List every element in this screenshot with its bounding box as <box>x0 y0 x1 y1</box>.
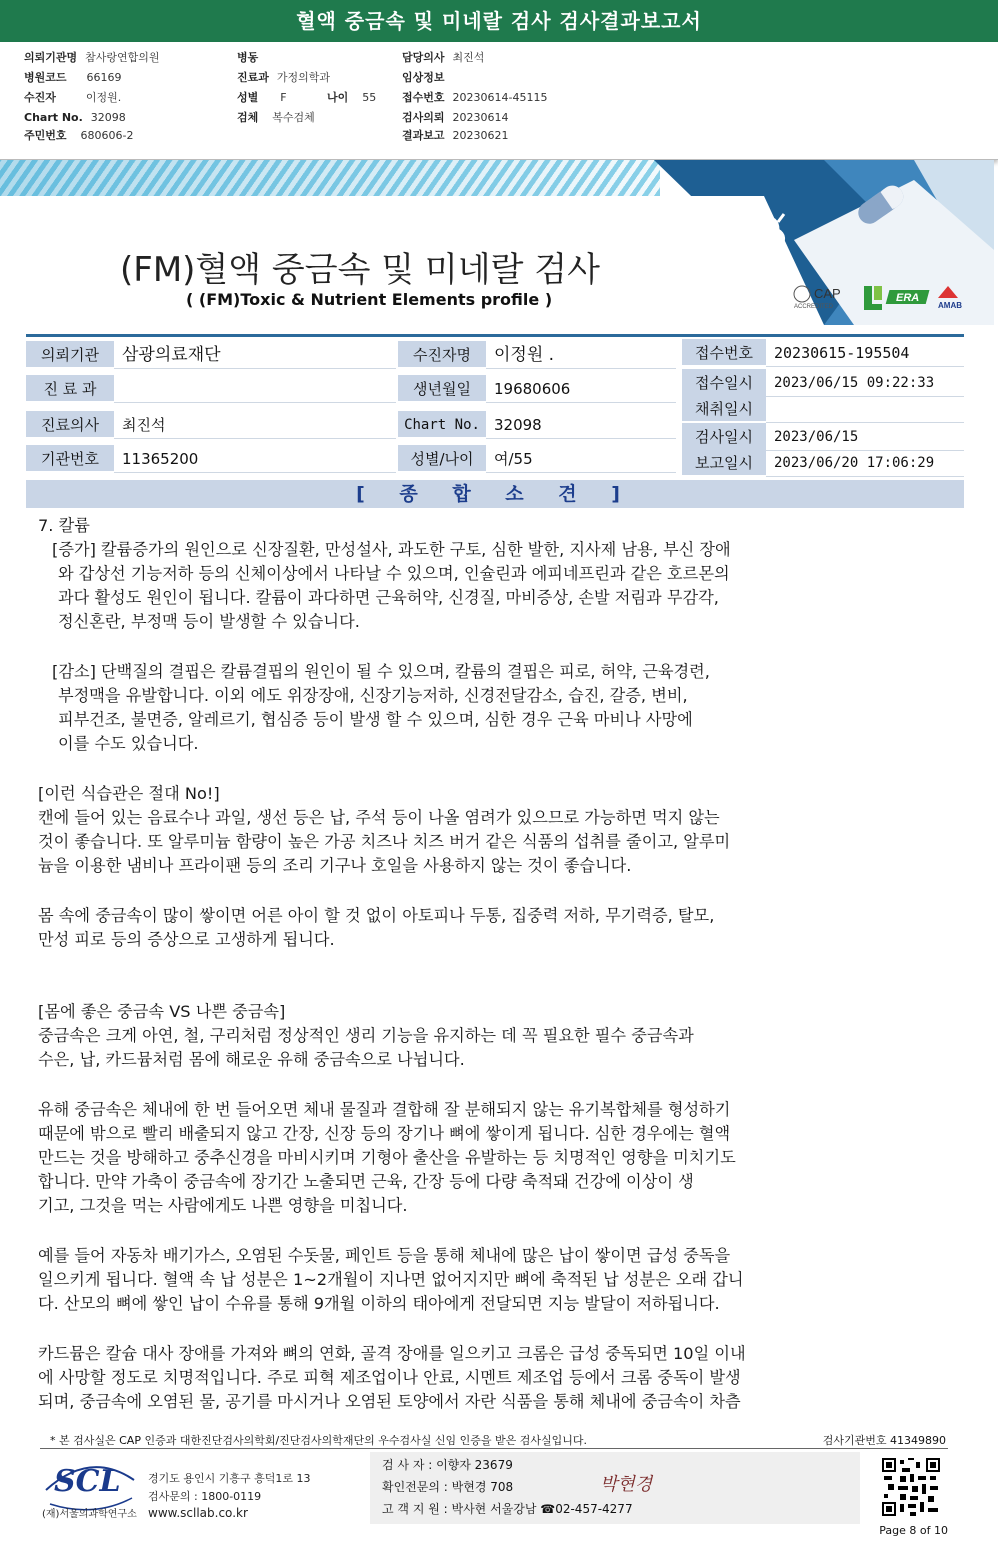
report-dt-value: 2023/06/20 17:06:29 <box>766 449 964 477</box>
footer-divider <box>40 1448 948 1449</box>
receipt-value: 20230615-195504 <box>766 339 964 367</box>
text-line: 때문에 밖으로 빨리 배출되지 않고 간장, 신장 등의 장기나 뼈에 쌓이게 됩니다. 심한 경우에는 혈액 <box>38 1124 731 1143</box>
dept-value <box>114 375 396 403</box>
specimen-field: 검체 복수검체 <box>237 111 315 124</box>
sex-field: 성별 F <box>237 91 287 104</box>
text-line: [증가] 칼륨증가의 원인으로 신장질환, 만성설사, 과도한 구토, 심한 발한, 지사제 남용, 부신 장애 <box>52 540 731 559</box>
section-heading-metals: [몸에 좋은 중금속 VS 나쁜 중금속] <box>38 1002 286 1021</box>
receipt-dt-value: 2023/06/15 09:22:33 <box>766 369 964 397</box>
lab-address: 경기도 용인시 기흥구 흥덕1로 13 <box>148 1472 311 1485</box>
section-heading-diet: [이런 식습관은 절대 No!] <box>38 784 220 803</box>
lab-institute-name: (재)서울의과학연구소 <box>42 1509 137 1520</box>
ward-field: 병동 <box>237 51 259 64</box>
text-line: 카드뮴은 칼슘 대사 장애를 가져와 뼈의 연화, 골격 장애를 일으키고 크롬은 급성 중독되면 10일 이내 <box>38 1344 746 1363</box>
id-field: 주민번호 680606-2 <box>24 129 134 142</box>
text-line: 늄을 이용한 냄비나 프라이팬 등의 조리 기구나 호일을 사용하지 않는 것이 좋습니다. <box>38 856 632 875</box>
page-number: Page 8 of 10 <box>879 1524 948 1537</box>
text-line: 부정맥을 유발합니다. 이외 에도 위장장애, 신장기능저하, 신경전달감소, 습진, 갈증, 변비, <box>58 686 688 705</box>
org-label: 의뢰기관 <box>26 341 114 369</box>
banner-title: (FM)혈액 중금속 및 미네랄 검사 <box>120 250 600 290</box>
chart-field: Chart No. 32098 <box>24 111 126 124</box>
specialist-signature: 박현경 <box>600 1474 653 1495</box>
text-line: 만드는 것을 방해하고 중추신경을 마비시키며 기형아 출산을 유발하는 등 치명적인 영향을 미치기도 <box>38 1148 736 1167</box>
text-line: 기고, 그것을 먹는 사람에게도 나쁜 영향을 미칩니다. <box>38 1196 408 1215</box>
specialist-line: 확인전문의 : 박현경 708 <box>382 1480 514 1494</box>
text-line: 다. 산모의 뼈에 쌓인 납이 수유를 통해 9개월 이하의 태아에게 전달되면 지능 발달이 저하됩니다. <box>38 1294 720 1313</box>
collect-label: 채취일시 <box>682 395 766 423</box>
text-line: 되며, 중금속에 오염된 물, 공기를 마시거나 오염된 토양에서 자란 식품을 통해 체내에 중금속이 차츰 <box>38 1392 741 1411</box>
text-line: 합니다. 만약 가축이 중금속에 장기간 노출되면 근육, 간장 등에 다량 축적돼 건강에 이상이 생 <box>38 1172 694 1191</box>
sexage-value: 여/55 <box>486 445 676 473</box>
doctor-label: 진료의사 <box>26 411 114 439</box>
doctor-value: 최진석 <box>114 411 396 439</box>
hosp-code-field: 병원코드 66169 <box>24 71 122 84</box>
patient-field: 수진자 이정원. <box>24 91 122 104</box>
text-line: [감소] 단백질의 결핍은 칼륨결핍의 원인이 될 수 있으며, 칼륨의 결핍은 피로, 허약, 근육경련, <box>52 662 710 681</box>
text-line: 수은, 납, 카드뮴처럼 몸에 해로운 유해 중금속으로 나뉩니다. <box>38 1050 465 1069</box>
age-field: 나이 55 <box>327 91 377 104</box>
summary-heading: [ 종 합 소 견 ] <box>26 480 964 508</box>
svg-text:CAP: CAP <box>814 286 841 301</box>
text-line: 것이 좋습니다. 또 알루미늄 함량이 높은 가공 치즈나 치즈 버거 같은 식품의 섭취를 줄이고, 알루미 <box>38 832 731 851</box>
doctor-field: 담당의사 최진석 <box>402 51 485 64</box>
text-line: 에 사망할 정도로 치명적입니다. 주로 피혁 제조업이나 안료, 시멘트 제조업 등에서 크롬 중독이 발생 <box>38 1368 741 1387</box>
collect-value <box>766 395 964 423</box>
text-line: 이를 수도 있습니다. <box>58 734 199 753</box>
tester-line: 검 사 자 : 이향자 23679 <box>382 1458 513 1472</box>
text-line: 정신혼란, 부정맥 등이 발생할 수 있습니다. <box>58 612 360 631</box>
header-info-panel <box>0 42 998 160</box>
clinical-field: 임상정보 <box>402 71 445 84</box>
text-line: 캔에 들어 있는 음료수나 과일, 생선 등은 납, 주석 등이 나올 염려가 있으므로 가능하면 먹지 않는 <box>38 808 720 827</box>
era-logo <box>886 290 930 304</box>
test-dt-label: 검사일시 <box>682 423 766 451</box>
chart-value: 32098 <box>486 411 676 439</box>
test-dt-value: 2023/06/15 <box>766 423 964 451</box>
inst-label: 기관번호 <box>26 445 114 473</box>
text-line: 몸 속에 중금속이 많이 쌓이면 어른 아이 할 것 없이 아토피나 두통, 집중력 저하, 무기력증, 탈모, <box>38 906 715 925</box>
text-line: 와 갑상선 기능저하 등의 신체이상에서 나타날 수 있으며, 인슐린과 에피네프린과 같은 호르몬의 <box>58 564 730 583</box>
svg-text:ERA: ERA <box>896 292 920 304</box>
report-dt-label: 보고일시 <box>682 449 766 477</box>
chart-label: Chart No. <box>398 411 486 439</box>
dept-field: 진료과 가정의학과 <box>237 71 331 84</box>
patient-value: 이정원 . <box>486 341 676 369</box>
receipt-label: 접수번호 <box>682 339 766 367</box>
birth-value: 19680606 <box>486 375 676 403</box>
dept-label: 진 료 과 <box>26 375 114 403</box>
lab-website: www.scllab.co.kr <box>148 1506 248 1520</box>
text-line: 피부건조, 불면증, 알레르기, 협심증 등이 발생 할 수 있으며, 심한 경우 근육 마비나 사망에 <box>58 710 693 729</box>
receipt-field: 접수번호 20230614-45115 <box>402 91 548 104</box>
result-date-field: 결과보고 20230621 <box>402 129 509 142</box>
report-title: 혈액 중금속 및 미네랄 검사 검사결과보고서 <box>0 0 998 42</box>
text-line: 일으키게 됩니다. 혈액 속 납 성분은 1~2개월이 지나면 없어지지만 뼈에 축적된 납 성분은 오래 갑니 <box>38 1270 744 1289</box>
text-line: 예를 들어 자동차 배기가스, 오염된 수돗물, 페인트 등을 통해 체내에 많은 납이 쌓이면 급성 중독을 <box>38 1246 731 1265</box>
text-line: 유해 중금속은 체내에 한 번 들어오면 체내 물질과 결합해 잘 분해되지 않는 유기복합체를 형성하기 <box>38 1100 731 1119</box>
banner-stripe-shade <box>0 160 660 196</box>
svg-text:AMAB: AMAB <box>938 301 962 310</box>
scl-logo: SCL <box>54 1464 121 1499</box>
lab-number: 검사기관번호 41349890 <box>822 1434 946 1447</box>
birth-label: 생년월일 <box>398 375 486 403</box>
lab-inquiry: 검사문의 : 1800-0119 <box>148 1490 262 1503</box>
text-line: 중금속은 크게 아연, 철, 구리처럼 정상적인 생리 기능을 유지하는 데 꼭 필요한 필수 중금속과 <box>38 1026 694 1045</box>
certification-note: * 본 검사실은 CAP 인증과 대한진단검사의학회/진단검사의학재단의 우수검사실 신임 인증을 받은 검사실입니다. <box>50 1434 588 1447</box>
receipt-dt-label: 접수일시 <box>682 369 766 397</box>
sexage-label: 성별/나이 <box>398 445 486 473</box>
patient-label: 수진자명 <box>398 341 486 369</box>
banner-subtitle: ( (FM)Toxic & Nutrient Elements profile ) <box>186 290 553 309</box>
text-line: 과다 활성도 원인이 됩니다. 칼륨이 과다하면 근육허약, 신경질, 마비증상, 손발 저림과 무감각, <box>58 588 719 607</box>
support-line: 고 객 지 원 : 박사현 서울강남 ☎02-457-4277 <box>382 1502 633 1516</box>
inst-value: 11365200 <box>114 445 396 473</box>
qr-code-icon <box>882 1458 940 1516</box>
patient-info-table <box>26 334 964 476</box>
banner-graphic <box>654 160 994 325</box>
req-org-field: 의뢰기관명 참사랑연합의원 <box>24 51 160 64</box>
text-line: 만성 피로 등의 증상으로 고생하게 됩니다. <box>38 930 335 949</box>
section-heading-potassium: 7. 칼륨 <box>38 516 90 535</box>
org-value: 삼광의료재단 <box>114 341 396 369</box>
req-date-field: 검사의뢰 20230614 <box>402 111 509 124</box>
svg-text:ACCREDITED: ACCREDITED <box>794 304 834 310</box>
